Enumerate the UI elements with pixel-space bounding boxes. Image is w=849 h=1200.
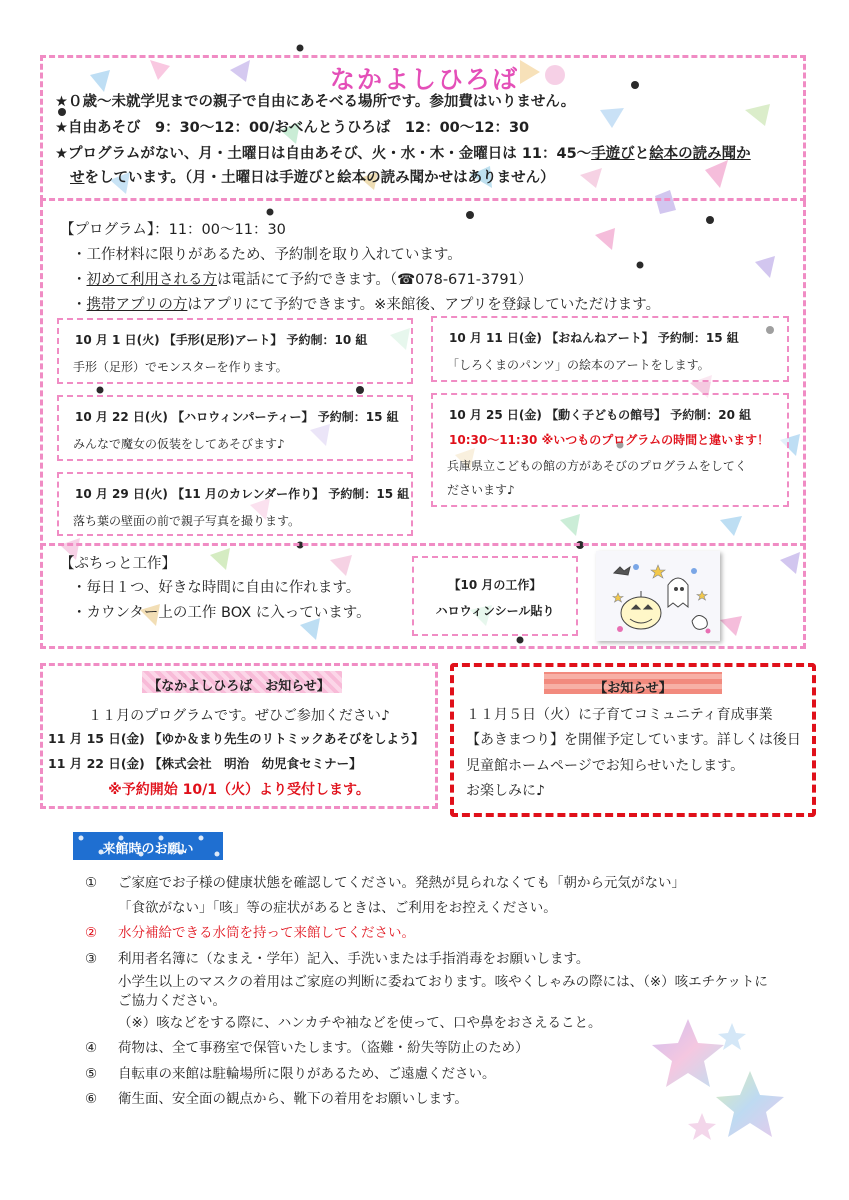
event-title: 10 月 1 日(火) 【手形(足形)アート】 予約制：10 組 xyxy=(75,333,368,347)
event-title: 10 月 29 日(火) 【11 月のカレンダー作り】 予約制：15 組 xyxy=(75,487,410,501)
request-5-line-1: 自転車の来館は駐輪場所に限りがあるため、ご遠慮ください。 xyxy=(118,1066,496,1082)
request-1-line-1: ご家庭でお子様の健康状態を確認してください。発熱が見られなくても「朝から元気がない」 xyxy=(118,875,685,891)
news-left-line-3: 11 月 22 日(金) 【株式会社 明治 幼児食セミナー】 xyxy=(48,756,362,771)
news-left-line-1: １１月のプログラムです。ぜひご参加ください♪ xyxy=(88,708,390,724)
event-desc: 「しろくまのパンツ」の絵本のアートをします。 xyxy=(447,358,710,372)
petit-heading: 【ぷちっと工作】 xyxy=(60,556,176,572)
monthly-craft-box xyxy=(412,556,578,636)
event-card-oct1 xyxy=(57,318,413,384)
halloween-sticker-image xyxy=(596,551,720,641)
request-num-5: ⑤ xyxy=(85,1066,98,1082)
event-title: 10 月 22 日(火) 【ハロウィンパーティー】 予約制：15 組 xyxy=(75,410,399,424)
event-desc: 兵庫県立こどもの館の方があそびのプログラムをしてく xyxy=(447,459,747,473)
request-3-line-4: （※）咳などをする際に、ハンカチや袖などを使って、口や鼻をおさえること。 xyxy=(118,1015,602,1031)
petit-bullet-1: ・毎日１つ、好きな時間に自由に作れます。 xyxy=(72,580,361,596)
event-card-oct11 xyxy=(431,316,789,382)
intro-line-3: ★プログラムがない、月・土曜日は自由あそび、火・水・木・金曜日は 11：45～手遊びと絵本の読み聞か xyxy=(55,146,751,162)
monthly-craft-title: 【10 月の工作】 xyxy=(448,578,542,592)
section-divider xyxy=(40,543,806,546)
star-decoration xyxy=(650,1015,790,1165)
monthly-craft-name: ハロウィンシール貼り xyxy=(435,604,555,618)
event-title: 10 月 11 日(金) 【おねんねアート】 予約制：15 組 xyxy=(449,331,739,345)
request-num-2: ② xyxy=(85,925,98,941)
program-bullet-3: ・携帯アプリの方はアプリにて予約できます。※来館後、アプリを登録していただけます。 xyxy=(72,297,661,313)
event-card-oct22 xyxy=(57,395,413,461)
request-1-line-2: 「食欲がない」「咳」等の症状があるときは、ご利用をお控えください。 xyxy=(118,900,557,916)
request-3-line-2: 小学生以上のマスクの着用はご家庭の判断に委ねております。咳やくしゃみの際には、（※）咳エチケットに xyxy=(118,974,768,990)
request-2-line-1: 水分補給できる水筒を持って来館してください。 xyxy=(118,925,415,941)
event-desc: 落ち葉の壁面の前で親子写真を撮ります。 xyxy=(73,514,301,528)
event-title: 10 月 25 日(金) 【動く子どもの館号】 予約制：20 組 xyxy=(449,408,752,422)
news-right-heading: 【お知らせ】 xyxy=(594,681,672,696)
program-heading: 【プログラム】：11：00～11：30 xyxy=(60,222,286,238)
news-right-line-4: お楽しみに♪ xyxy=(466,783,545,799)
event-desc: みんなで魔女の仮装をしてあそびます♪ xyxy=(73,437,285,451)
event-desc: ださいます♪ xyxy=(447,483,515,497)
event-desc: 手形（足形）でモンスターを作ります。 xyxy=(73,360,288,374)
petit-bullet-2: ・カウンター上の工作 BOX に入っています。 xyxy=(72,605,371,621)
request-4-line-1: 荷物は、全て事務室で保管いたします。（盗難・紛失等防止のため） xyxy=(118,1040,529,1056)
event-time-note: 10:30～11:30 ※いつものプログラムの時間と違います！ xyxy=(449,433,770,447)
news-left-heading: 【なかよしひろば お知らせ】 xyxy=(148,679,330,694)
intro-line-4: せをしています。（月・土曜日は手遊びと絵本の読み聞かせはありません） xyxy=(70,170,555,186)
intro-line-1: ★０歳～未就学児までの親子で自由にあそべる場所です。参加費はいりません。 xyxy=(55,94,576,110)
program-bullet-2: ・初めて利用される方は電話にて予約できます。（☎078-671-3791） xyxy=(72,272,533,288)
news-right-line-2: 【あきまつり】を開催予定しています。詳しくは後日 xyxy=(466,732,801,748)
event-card-oct29 xyxy=(57,472,413,536)
requests-heading: 来館時のお願い xyxy=(102,842,194,857)
requests-heading-label xyxy=(73,832,223,860)
news-left-line-2: 11 月 15 日(金) 【ゆか＆まり先生のリトミックあそびをしよう】 xyxy=(48,731,424,746)
page-title: なかよしひろば xyxy=(329,65,519,94)
news-right-line-3: 児童館ホームページでお知らせいたします。 xyxy=(466,758,745,774)
news-right-line-1: １１月５日（火）に子育てコミュニティ育成事業 xyxy=(466,707,773,723)
request-num-1: ① xyxy=(85,875,98,891)
request-6-line-1: 衛生面、安全面の観点から、靴下の着用をお願いします。 xyxy=(118,1091,468,1107)
program-bullet-1: ・工作材料に限りがあるため、予約制を取り入れています。 xyxy=(72,247,462,263)
request-3-line-3: ご協力ください。 xyxy=(118,993,226,1009)
request-3-line-1: 利用者名簿に（なまえ・学年）記入、手洗いまたは手指消毒をお願いします。 xyxy=(118,951,590,967)
request-num-6: ⑥ xyxy=(85,1091,98,1107)
intro-line-2: ★自由あそび 9：30～12：00/おべんとうひろば 12：00～12：30 xyxy=(55,120,530,136)
news-left-line-4: ※予約開始 10/1（火）より受付します。 xyxy=(108,782,370,798)
event-card-oct25 xyxy=(431,393,789,507)
request-num-4: ④ xyxy=(85,1040,98,1056)
request-num-3: ③ xyxy=(85,951,98,967)
